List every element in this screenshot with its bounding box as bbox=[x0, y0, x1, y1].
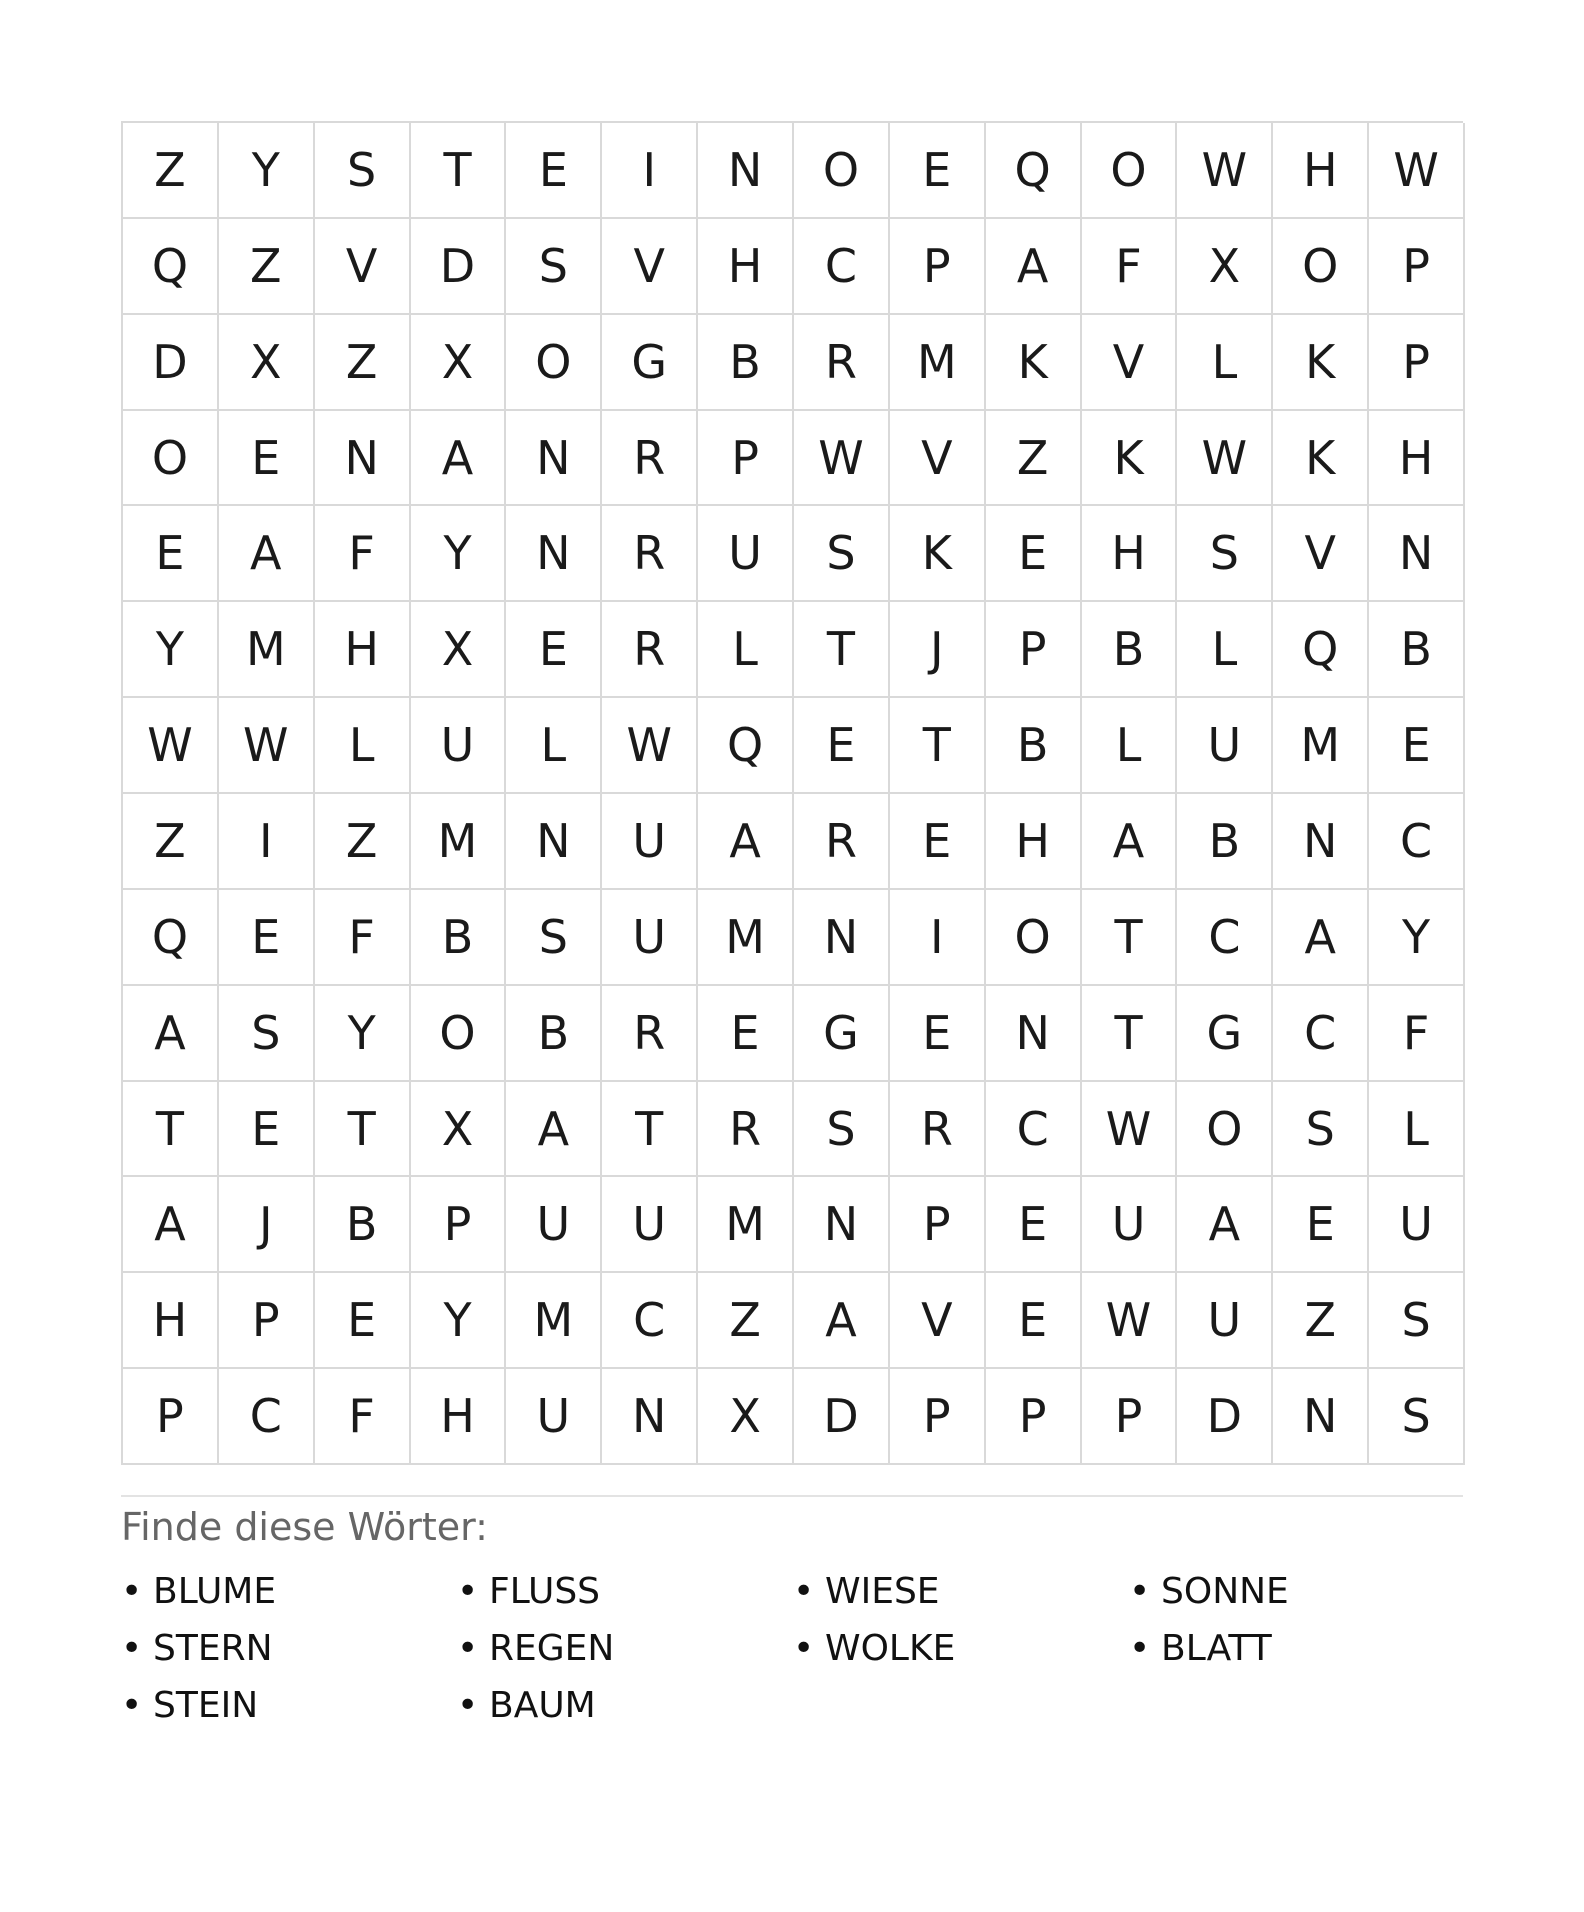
bullet-icon: • bbox=[1129, 1571, 1151, 1613]
grid-cell[interactable]: Q bbox=[123, 219, 219, 315]
grid-cell[interactable]: M bbox=[698, 890, 794, 986]
grid-cell[interactable]: G bbox=[1177, 986, 1273, 1082]
grid-cell[interactable]: H bbox=[1082, 506, 1178, 602]
grid-cell[interactable]: U bbox=[602, 1177, 698, 1273]
grid-cell[interactable]: N bbox=[602, 1369, 698, 1465]
grid-cell[interactable]: M bbox=[219, 602, 315, 698]
grid-cell[interactable]: Z bbox=[123, 123, 219, 219]
grid-cell[interactable]: F bbox=[1369, 986, 1465, 1082]
grid-cell[interactable]: R bbox=[698, 1082, 794, 1178]
grid-cell[interactable]: Z bbox=[986, 411, 1082, 507]
word-list-item bbox=[457, 1685, 793, 1726]
grid-cell[interactable]: W bbox=[1177, 411, 1273, 507]
grid-cell[interactable]: W bbox=[219, 698, 315, 794]
grid-cell[interactable]: R bbox=[794, 315, 890, 411]
grid-cell[interactable]: P bbox=[219, 1273, 315, 1369]
word-label: SONNE bbox=[1161, 1571, 1289, 1613]
grid-cell[interactable]: H bbox=[698, 219, 794, 315]
grid-cell[interactable]: L bbox=[315, 698, 411, 794]
grid-cell[interactable]: A bbox=[1082, 794, 1178, 890]
grid-cell[interactable]: A bbox=[506, 1082, 602, 1178]
word-list-item bbox=[457, 1628, 793, 1669]
grid-cell[interactable]: B bbox=[986, 698, 1082, 794]
grid-cell[interactable]: Z bbox=[315, 794, 411, 890]
grid-cell[interactable]: E bbox=[986, 506, 1082, 602]
bullet-icon: • bbox=[121, 1571, 143, 1613]
word-search-puzzle bbox=[121, 121, 1463, 1726]
grid-cell[interactable]: B bbox=[698, 315, 794, 411]
grid-cell[interactable]: P bbox=[1082, 1369, 1178, 1465]
grid-cell[interactable]: D bbox=[1177, 1369, 1273, 1465]
grid-cell[interactable]: Z bbox=[123, 794, 219, 890]
grid-cell[interactable]: N bbox=[315, 411, 411, 507]
grid-cell[interactable]: E bbox=[1369, 698, 1465, 794]
grid-cell[interactable]: G bbox=[794, 986, 890, 1082]
grid-cell[interactable]: K bbox=[986, 315, 1082, 411]
grid-cell[interactable]: S bbox=[315, 123, 411, 219]
grid-cell[interactable]: W bbox=[602, 698, 698, 794]
grid-cell[interactable]: Y bbox=[1369, 890, 1465, 986]
grid-cell[interactable]: Z bbox=[219, 219, 315, 315]
grid-cell[interactable]: B bbox=[1177, 794, 1273, 890]
grid-cell[interactable]: A bbox=[123, 1177, 219, 1273]
grid-cell[interactable]: W bbox=[794, 411, 890, 507]
bullet-icon: • bbox=[1129, 1628, 1151, 1670]
grid-cell[interactable]: V bbox=[890, 1273, 986, 1369]
grid-cell[interactable]: O bbox=[123, 411, 219, 507]
grid-cell[interactable]: U bbox=[1369, 1177, 1465, 1273]
grid-cell[interactable]: N bbox=[794, 1177, 890, 1273]
bullet-icon: • bbox=[121, 1685, 143, 1727]
word-label: WIESE bbox=[825, 1571, 940, 1613]
grid-cell[interactable]: H bbox=[123, 1273, 219, 1369]
grid-cell[interactable]: D bbox=[123, 315, 219, 411]
grid-cell[interactable]: N bbox=[1273, 1369, 1369, 1465]
grid-cell[interactable]: V bbox=[315, 219, 411, 315]
grid-cell[interactable]: E bbox=[890, 986, 986, 1082]
grid-cell[interactable]: D bbox=[411, 219, 507, 315]
grid-cell[interactable]: J bbox=[219, 1177, 315, 1273]
grid-cell[interactable]: X bbox=[411, 1082, 507, 1178]
grid-cell[interactable]: Y bbox=[411, 1273, 507, 1369]
grid-cell[interactable]: A bbox=[1273, 890, 1369, 986]
divider bbox=[121, 1495, 1463, 1497]
grid-cell[interactable]: A bbox=[794, 1273, 890, 1369]
grid-cell[interactable]: T bbox=[1082, 986, 1178, 1082]
grid-cell[interactable]: F bbox=[1082, 219, 1178, 315]
grid-cell[interactable]: E bbox=[219, 1082, 315, 1178]
grid-cell[interactable]: L bbox=[698, 602, 794, 698]
grid-cell[interactable]: E bbox=[315, 1273, 411, 1369]
grid-cell[interactable]: P bbox=[890, 219, 986, 315]
word-list-item bbox=[793, 1571, 1129, 1612]
grid-cell[interactable]: C bbox=[1177, 890, 1273, 986]
bullet-icon: • bbox=[457, 1571, 479, 1613]
word-label: BAUM bbox=[489, 1685, 596, 1727]
grid-cell[interactable]: E bbox=[890, 123, 986, 219]
grid-cell[interactable]: K bbox=[1273, 411, 1369, 507]
grid-cell[interactable]: S bbox=[506, 890, 602, 986]
grid-cell[interactable]: I bbox=[890, 890, 986, 986]
grid-cell[interactable]: T bbox=[602, 1082, 698, 1178]
grid-cell[interactable]: H bbox=[411, 1369, 507, 1465]
grid-cell[interactable]: Y bbox=[411, 506, 507, 602]
grid-cell[interactable]: U bbox=[411, 698, 507, 794]
grid-cell[interactable]: X bbox=[411, 315, 507, 411]
grid-cell[interactable]: K bbox=[1273, 315, 1369, 411]
grid-cell[interactable]: R bbox=[602, 602, 698, 698]
grid-cell[interactable]: Z bbox=[698, 1273, 794, 1369]
word-label: BLATT bbox=[1161, 1628, 1272, 1670]
grid-cell[interactable]: N bbox=[506, 794, 602, 890]
word-label: BLUME bbox=[153, 1571, 277, 1613]
grid-cell[interactable]: N bbox=[506, 411, 602, 507]
grid-cell[interactable]: U bbox=[506, 1177, 602, 1273]
grid-cell[interactable]: V bbox=[1082, 315, 1178, 411]
grid-cell[interactable]: M bbox=[506, 1273, 602, 1369]
grid-cell[interactable]: A bbox=[411, 411, 507, 507]
grid-cell[interactable]: C bbox=[602, 1273, 698, 1369]
grid-cell[interactable]: F bbox=[315, 1369, 411, 1465]
grid-cell[interactable]: O bbox=[794, 123, 890, 219]
grid-cell[interactable]: W bbox=[1082, 1082, 1178, 1178]
grid-cell[interactable]: U bbox=[1177, 1273, 1273, 1369]
grid-cell[interactable]: S bbox=[1177, 506, 1273, 602]
grid-cell[interactable]: A bbox=[986, 219, 1082, 315]
word-list-item bbox=[1129, 1571, 1465, 1612]
grid-cell[interactable]: O bbox=[986, 890, 1082, 986]
grid-cell[interactable]: C bbox=[1369, 794, 1465, 890]
grid-cell[interactable]: X bbox=[698, 1369, 794, 1465]
grid-cell[interactable]: V bbox=[602, 219, 698, 315]
grid-cell[interactable]: W bbox=[123, 698, 219, 794]
grid-cell[interactable]: E bbox=[986, 1273, 1082, 1369]
word-list-item bbox=[793, 1628, 1129, 1669]
grid-cell[interactable]: T bbox=[794, 602, 890, 698]
grid-cell[interactable]: U bbox=[506, 1369, 602, 1465]
grid-cell[interactable]: T bbox=[411, 123, 507, 219]
word-list bbox=[121, 1571, 1465, 1726]
grid-cell[interactable]: S bbox=[1369, 1369, 1465, 1465]
grid-cell[interactable]: R bbox=[602, 986, 698, 1082]
grid-cell[interactable]: E bbox=[219, 890, 315, 986]
grid-cell[interactable]: E bbox=[506, 123, 602, 219]
grid-cell[interactable]: R bbox=[602, 411, 698, 507]
instruction-label: Finde diese Wörter: bbox=[121, 1505, 488, 1550]
grid-cell[interactable]: H bbox=[315, 602, 411, 698]
grid-cell[interactable]: W bbox=[1177, 123, 1273, 219]
grid-cell[interactable]: U bbox=[602, 794, 698, 890]
grid-cell[interactable]: Z bbox=[1273, 1273, 1369, 1369]
grid-cell[interactable]: V bbox=[890, 411, 986, 507]
word-list-item bbox=[121, 1628, 457, 1669]
grid-cell[interactable]: S bbox=[219, 986, 315, 1082]
grid-cell[interactable]: W bbox=[1369, 123, 1465, 219]
grid-cell[interactable]: G bbox=[602, 315, 698, 411]
grid-cell[interactable]: K bbox=[1082, 411, 1178, 507]
grid-cell[interactable]: S bbox=[506, 219, 602, 315]
bullet-icon: • bbox=[793, 1628, 815, 1670]
grid-cell[interactable]: L bbox=[506, 698, 602, 794]
grid-cell[interactable]: B bbox=[1369, 602, 1465, 698]
bullet-icon: • bbox=[793, 1571, 815, 1613]
grid-cell[interactable]: X bbox=[1177, 219, 1273, 315]
word-label: STEIN bbox=[153, 1685, 259, 1727]
grid-cell[interactable]: N bbox=[506, 506, 602, 602]
grid-cell[interactable]: L bbox=[1369, 1082, 1465, 1178]
grid-cell[interactable]: B bbox=[411, 890, 507, 986]
grid-cell[interactable]: X bbox=[411, 602, 507, 698]
grid-cell[interactable]: U bbox=[698, 506, 794, 602]
grid-cell[interactable]: P bbox=[986, 602, 1082, 698]
grid-cell[interactable]: T bbox=[123, 1082, 219, 1178]
grid-cell[interactable]: Q bbox=[1273, 602, 1369, 698]
grid-cell[interactable]: E bbox=[219, 411, 315, 507]
grid-cell[interactable]: S bbox=[1273, 1082, 1369, 1178]
grid-cell[interactable]: B bbox=[506, 986, 602, 1082]
grid-cell[interactable]: P bbox=[1369, 315, 1465, 411]
word-list-item bbox=[121, 1685, 457, 1726]
grid-cell[interactable]: N bbox=[794, 890, 890, 986]
grid-cell[interactable]: I bbox=[219, 794, 315, 890]
word-label: WOLKE bbox=[825, 1628, 956, 1670]
grid-cell[interactable]: N bbox=[986, 986, 1082, 1082]
grid-cell[interactable]: M bbox=[698, 1177, 794, 1273]
word-label: FLUSS bbox=[489, 1571, 601, 1613]
grid-cell[interactable]: W bbox=[1082, 1273, 1178, 1369]
grid-cell[interactable]: P bbox=[698, 411, 794, 507]
grid-cell[interactable]: F bbox=[315, 506, 411, 602]
bullet-icon: • bbox=[457, 1685, 479, 1727]
grid-cell[interactable]: C bbox=[794, 219, 890, 315]
grid-cell[interactable]: E bbox=[986, 1177, 1082, 1273]
grid-cell[interactable]: P bbox=[890, 1369, 986, 1465]
grid-cell[interactable]: N bbox=[1369, 506, 1465, 602]
grid-cell[interactable]: B bbox=[1082, 602, 1178, 698]
word-label: STERN bbox=[153, 1628, 273, 1670]
grid-cell[interactable]: C bbox=[1273, 986, 1369, 1082]
grid-cell[interactable]: Q bbox=[698, 698, 794, 794]
grid-cell[interactable]: Y bbox=[219, 123, 315, 219]
grid-cell[interactable]: P bbox=[123, 1369, 219, 1465]
grid-cell[interactable]: O bbox=[1082, 123, 1178, 219]
grid-cell[interactable]: S bbox=[794, 506, 890, 602]
grid-cell[interactable]: E bbox=[506, 602, 602, 698]
letter-grid bbox=[121, 121, 1463, 1465]
grid-cell[interactable]: U bbox=[1082, 1177, 1178, 1273]
grid-cell[interactable]: T bbox=[890, 698, 986, 794]
grid-cell[interactable]: M bbox=[1273, 698, 1369, 794]
word-label: REGEN bbox=[489, 1628, 615, 1670]
grid-cell[interactable]: E bbox=[1273, 1177, 1369, 1273]
grid-cell[interactable]: V bbox=[1273, 506, 1369, 602]
word-list-item bbox=[121, 1571, 457, 1612]
grid-cell[interactable]: P bbox=[1369, 219, 1465, 315]
grid-cell[interactable]: T bbox=[1082, 890, 1178, 986]
grid-cell[interactable]: S bbox=[794, 1082, 890, 1178]
grid-cell[interactable]: H bbox=[986, 794, 1082, 890]
grid-cell[interactable]: U bbox=[1177, 698, 1273, 794]
word-list-item bbox=[1129, 1628, 1465, 1669]
grid-cell[interactable]: M bbox=[890, 315, 986, 411]
grid-cell[interactable]: Q bbox=[123, 890, 219, 986]
grid-cell[interactable]: N bbox=[698, 123, 794, 219]
grid-cell[interactable]: A bbox=[1177, 1177, 1273, 1273]
grid-cell[interactable]: P bbox=[986, 1369, 1082, 1465]
grid-cell[interactable]: U bbox=[602, 890, 698, 986]
grid-cell[interactable]: Q bbox=[986, 123, 1082, 219]
grid-cell[interactable]: O bbox=[411, 986, 507, 1082]
grid-cell[interactable]: H bbox=[1273, 123, 1369, 219]
grid-cell[interactable]: E bbox=[890, 794, 986, 890]
grid-cell[interactable]: C bbox=[219, 1369, 315, 1465]
grid-cell[interactable]: H bbox=[1369, 411, 1465, 507]
grid-cell[interactable]: Y bbox=[315, 986, 411, 1082]
grid-cell[interactable]: J bbox=[890, 602, 986, 698]
grid-cell[interactable]: K bbox=[890, 506, 986, 602]
grid-cell[interactable]: C bbox=[986, 1082, 1082, 1178]
grid-cell[interactable]: A bbox=[123, 986, 219, 1082]
grid-cell[interactable]: P bbox=[890, 1177, 986, 1273]
grid-cell[interactable]: E bbox=[123, 506, 219, 602]
grid-cell[interactable]: R bbox=[794, 794, 890, 890]
grid-cell[interactable]: A bbox=[698, 794, 794, 890]
grid-cell[interactable]: B bbox=[315, 1177, 411, 1273]
grid-cell[interactable]: P bbox=[411, 1177, 507, 1273]
grid-cell[interactable]: Y bbox=[123, 602, 219, 698]
word-list-item bbox=[457, 1571, 793, 1612]
grid-cell[interactable]: E bbox=[698, 986, 794, 1082]
grid-cell[interactable]: Z bbox=[315, 315, 411, 411]
grid-cell[interactable]: D bbox=[794, 1369, 890, 1465]
grid-cell[interactable]: X bbox=[219, 315, 315, 411]
bullet-icon: • bbox=[457, 1628, 479, 1670]
grid-cell[interactable]: N bbox=[1273, 794, 1369, 890]
grid-cell[interactable]: F bbox=[315, 890, 411, 986]
grid-cell[interactable]: R bbox=[602, 506, 698, 602]
grid-cell[interactable]: L bbox=[1082, 698, 1178, 794]
grid-cell[interactable]: S bbox=[1369, 1273, 1465, 1369]
grid-cell[interactable]: L bbox=[1177, 602, 1273, 698]
bullet-icon: • bbox=[121, 1628, 143, 1670]
grid-cell[interactable]: M bbox=[411, 794, 507, 890]
grid-cell[interactable]: E bbox=[794, 698, 890, 794]
grid-cell[interactable]: I bbox=[602, 123, 698, 219]
grid-cell[interactable]: O bbox=[506, 315, 602, 411]
grid-cell[interactable]: A bbox=[219, 506, 315, 602]
grid-cell[interactable]: O bbox=[1273, 219, 1369, 315]
grid-cell[interactable]: T bbox=[315, 1082, 411, 1178]
grid-cell[interactable]: R bbox=[890, 1082, 986, 1178]
grid-cell[interactable]: O bbox=[1177, 1082, 1273, 1178]
grid-cell[interactable]: L bbox=[1177, 315, 1273, 411]
